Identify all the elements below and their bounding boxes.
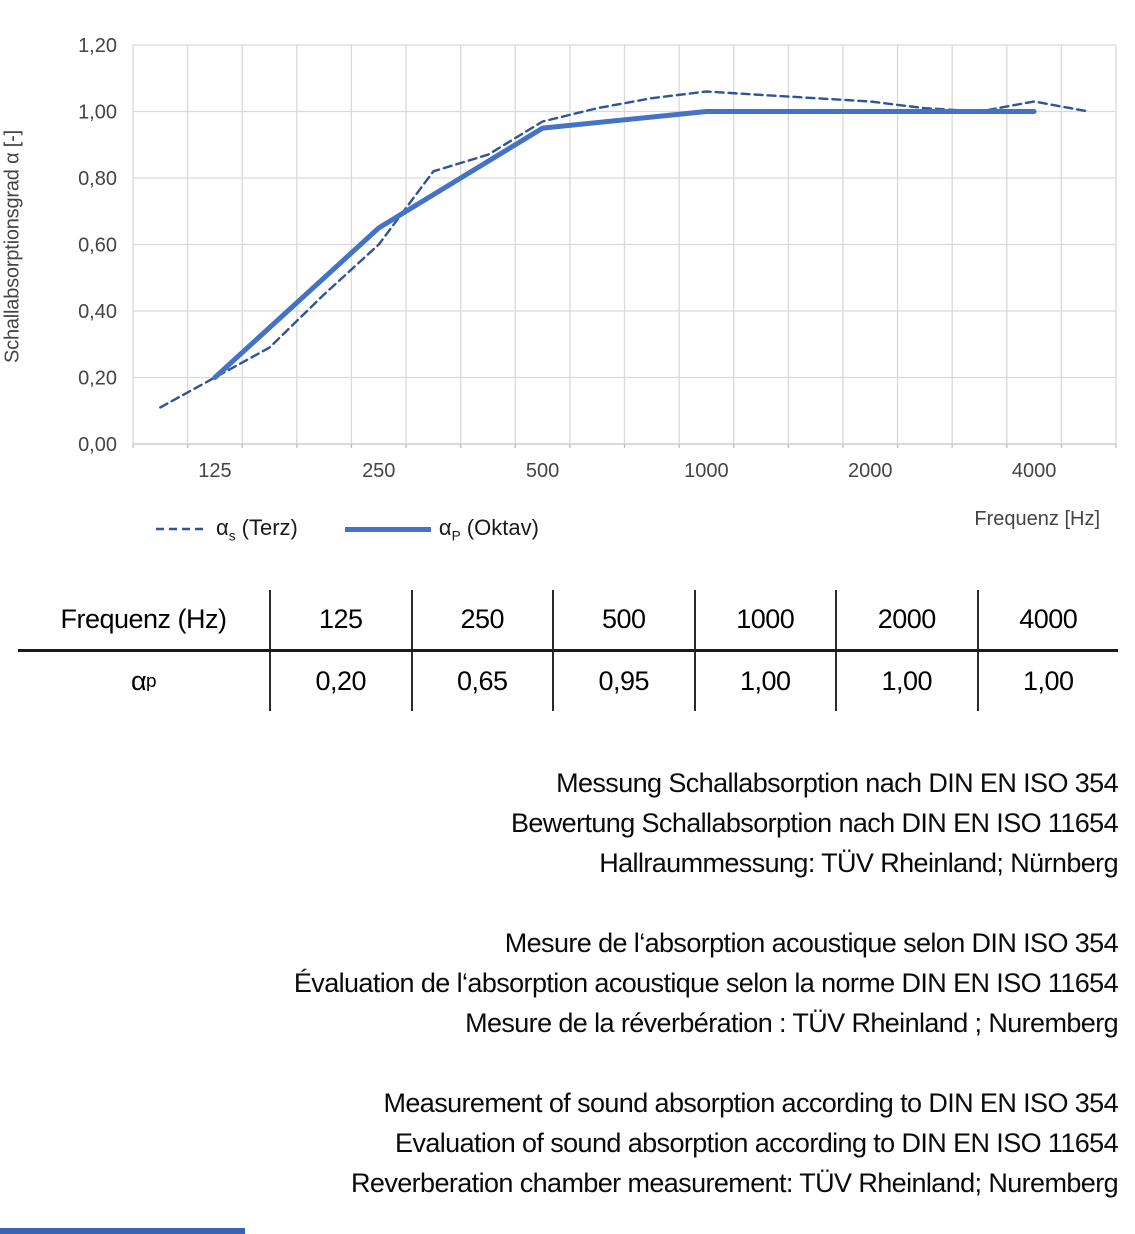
table-cell-alpha-value: 1,00 (977, 652, 1119, 711)
svg-text:1,20: 1,20 (78, 35, 117, 57)
svg-text:4000: 4000 (1011, 460, 1057, 482)
notes-english (118, 1083, 1118, 1203)
legend-item-oktav (344, 515, 539, 543)
svg-text:0,20: 0,20 (78, 367, 117, 390)
table-cell-alpha-value: 0,20 (269, 652, 411, 711)
table-cell-alpha-value: 1,00 (835, 652, 977, 711)
table-cell-alpha-value: 1,00 (694, 652, 836, 711)
table-header-value: 2000 (835, 590, 977, 652)
footer-accent-bar (0, 1228, 245, 1234)
note-line: Evaluation of sound absorption according to DIN EN ISO 11654 (395, 1128, 1118, 1158)
legend-label-oktav: $\alpha_P$ (Oktav) (438, 515, 539, 544)
chart-legend (155, 515, 539, 543)
note-line: Messung Schallabsorption nach DIN EN ISO 354 (556, 768, 1118, 798)
svg-text:125: 125 (198, 460, 232, 482)
legend-label-terz: $\alpha_s$ (Terz) (216, 515, 298, 544)
note-line: Measurement of sound absorption according to DIN EN ISO 354 (383, 1088, 1118, 1118)
note-line: Mesure de la réverbération : TÜV Rheinland ; Nuremberg (465, 1008, 1118, 1038)
absorption-chart (0, 0, 1135, 500)
table-header-value: 125 (269, 590, 411, 652)
svg-text:1000: 1000 (684, 460, 729, 482)
absorption-table (18, 590, 1118, 711)
svg-text:0,80: 0,80 (78, 168, 117, 190)
svg-text:0,00: 0,00 (78, 434, 117, 456)
svg-text:1,00: 1,00 (78, 101, 117, 124)
table-header-value: 500 (552, 590, 694, 652)
legend-item-terz (155, 515, 298, 543)
notes-german (118, 763, 1118, 883)
note-line: Bewertung Schallabsorption nach DIN EN ISO 11654 (510, 808, 1118, 838)
dashed-line-sample-icon (155, 526, 209, 532)
notes-french (118, 923, 1118, 1043)
table-cell-alpha-value: 0,65 (411, 652, 553, 711)
svg-text:0,60: 0,60 (78, 234, 117, 257)
svg-text:2000: 2000 (848, 460, 893, 482)
table-header-value: 4000 (977, 590, 1119, 652)
svg-text:250: 250 (362, 460, 396, 482)
svg-text:500: 500 (525, 460, 560, 482)
x-axis-title: Frequenz [Hz] (974, 508, 1100, 530)
table-row-label-alpha-p: α p (130, 666, 157, 696)
table-cell-alpha-value: 0,95 (552, 652, 694, 711)
y-axis-title: Schallabsorptionsgrad α [-] (1, 130, 24, 363)
note-line: Hallraummessung: TÜV Rheinland; Nürnberg (599, 848, 1118, 878)
note-line: Reverberation chamber measurement: TÜV Rheinland; Nuremberg (351, 1168, 1118, 1198)
svg-text:0,40: 0,40 (78, 301, 117, 323)
solid-line-sample-icon (344, 526, 432, 533)
note-line: Mesure de l‘absorption acoustique selon DIN ISO 354 (504, 928, 1118, 958)
absorption-chart-area (0, 0, 1135, 560)
table-header-frequency: Frequenz (Hz) (18, 590, 269, 652)
note-line: Évaluation de l‘absorption acoustique selon la norme DIN EN ISO 11654 (293, 968, 1118, 998)
table-header-value: 250 (411, 590, 553, 652)
table-header-value: 1000 (694, 590, 836, 652)
